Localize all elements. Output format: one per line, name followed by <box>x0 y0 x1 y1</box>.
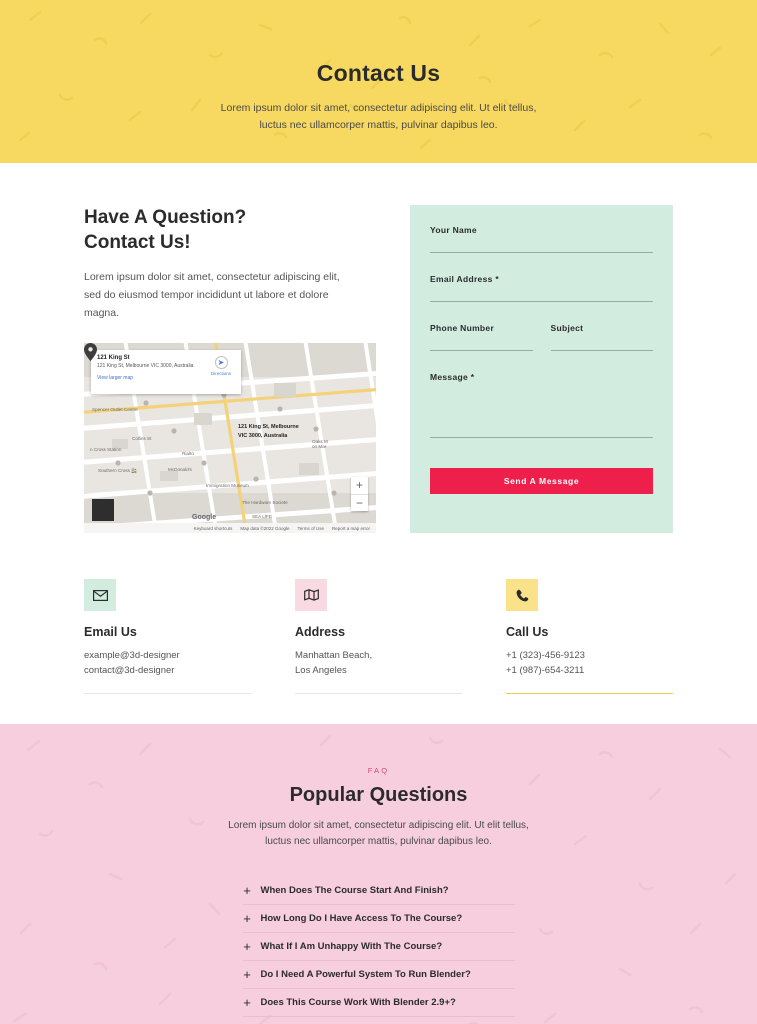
faq-item[interactable] <box>243 933 515 961</box>
info-lines-address <box>295 648 462 678</box>
label-email-address: Email Address * <box>430 274 499 284</box>
label-message: Message * <box>430 372 475 382</box>
info-line: example@3d-designer <box>84 650 180 662</box>
plus-icon[interactable]: + <box>243 910 251 926</box>
info-divider-accent <box>506 693 673 695</box>
plus-icon[interactable]: + <box>243 882 251 898</box>
label-phone-number: Phone Number <box>430 323 495 333</box>
map-terms-link[interactable]: Terms of Use <box>297 525 324 531</box>
input-underline <box>430 252 653 253</box>
label-subject: Subject <box>550 323 584 333</box>
map-pin-label: 121 King St, Melbourne VIC 3000, Australia <box>238 424 299 439</box>
faq-title: Popular Questions <box>289 784 468 807</box>
form-row-phone-subject <box>430 323 653 372</box>
map-card-address: 121 King St, Melbourne VIC 3000, Australia <box>97 363 194 370</box>
info-title-email: Email Us <box>84 625 137 640</box>
info-lines-email <box>84 648 251 678</box>
contact-body-text: Lorem ipsum dolor sit amet, consectetur adipiscing elit, sed do eiusmod tempor incididunt ut labore et dolore magna. <box>84 271 340 320</box>
map-poi-label: Collins St <box>132 436 152 442</box>
map-poi-label: The Hardware Societe <box>242 500 288 506</box>
map-poi-label: Spencer Outlet Centre <box>92 407 138 413</box>
faq-question: Does This Course Work With Blender 2.9+? <box>260 996 456 1008</box>
info-card-email <box>84 579 251 694</box>
contact-heading-line2: Contact Us! <box>84 232 191 254</box>
map-data-attribution: Map data ©2022 Google <box>240 525 290 531</box>
form-field-subject[interactable] <box>551 323 654 351</box>
faq-item[interactable] <box>243 989 515 1017</box>
street-view-thumbnail[interactable] <box>92 499 114 521</box>
input-underline <box>551 350 654 351</box>
input-underline <box>430 350 533 351</box>
phone-icon <box>506 579 538 611</box>
map-zoom-controls[interactable] <box>351 477 368 511</box>
info-line: +1 (987)-654-3211 <box>506 665 585 677</box>
info-line: Los Angeles <box>295 665 347 677</box>
map-poi-label: Southern Cross 🚉 <box>98 468 137 474</box>
map-poi-label: McDonald's <box>168 467 192 473</box>
map-icon <box>295 579 327 611</box>
contact-heading <box>84 205 376 255</box>
info-lines-call <box>506 648 673 678</box>
google-logo: Google <box>192 514 217 522</box>
info-divider <box>84 693 251 695</box>
plus-icon[interactable]: + <box>243 966 251 982</box>
form-field-your-name[interactable] <box>430 225 653 253</box>
faq-question: Do I Need A Powerful System To Run Blender? <box>260 968 471 980</box>
input-underline <box>430 437 653 438</box>
faq-accordion <box>243 877 515 1017</box>
directions-icon: ➤ <box>215 356 228 369</box>
map-card-title: 121 King St <box>97 355 130 362</box>
plus-icon[interactable]: + <box>243 994 251 1010</box>
send-message-button[interactable]: Send A Message <box>430 468 653 494</box>
map-directions-label: Directions <box>210 371 231 377</box>
contact-left-column <box>84 205 376 533</box>
faq-question: What If I Am Unhappy With The Course? <box>260 940 443 952</box>
label-your-name: Your Name <box>430 225 477 235</box>
info-divider <box>295 693 462 695</box>
map-poi-label: Oaks M on Mar <box>312 439 328 450</box>
map-zoom-out-button[interactable]: − <box>351 494 368 511</box>
faq-item[interactable] <box>243 961 515 989</box>
hero-subtitle: Lorem ipsum dolor sit amet, consectetur adipiscing elit. Ut elit tellus, luctus nec ullamcorper mattis, pulvinar dapibus leo. <box>220 102 537 131</box>
info-title-call: Call Us <box>506 625 549 640</box>
map-directions-button[interactable] <box>206 356 236 377</box>
form-field-phone-number[interactable] <box>430 323 533 351</box>
map-poi-label: Immigration Museum <box>206 483 249 489</box>
info-line: Manhattan Beach, <box>295 650 373 662</box>
map-pin-icon <box>84 343 97 361</box>
faq-question: How Long Do I Have Access To The Course? <box>260 912 463 924</box>
map-poi-label: SEA LIFE <box>252 514 272 520</box>
map-embed[interactable] <box>84 343 376 533</box>
contact-section <box>0 163 757 533</box>
info-card-call <box>506 579 673 694</box>
map-zoom-in-button[interactable]: + <box>355 478 363 493</box>
faq-item[interactable] <box>243 877 515 905</box>
contact-heading-line1: Have A Question? <box>84 207 247 228</box>
faq-subtitle: Lorem ipsum dolor sit amet, consectetur adipiscing elit. Ut elit tellus, luctus nec ullamcorper mattis, pulvinar dapibus leo. <box>228 820 529 848</box>
page-title: Contact Us <box>316 60 441 86</box>
contact-info-cards <box>0 533 757 694</box>
info-line: +1 (323)-456-9123 <box>506 650 585 662</box>
envelope-icon <box>84 579 116 611</box>
map-keyboard-shortcuts[interactable]: Keyboard shortcuts <box>193 525 233 531</box>
form-field-email-address[interactable] <box>430 274 653 302</box>
input-underline <box>430 301 653 302</box>
map-larger-link[interactable]: View larger map <box>97 374 134 381</box>
map-poi-label: n Cross Station <box>90 447 122 453</box>
plus-icon[interactable]: + <box>243 938 251 954</box>
hero-section <box>0 0 757 163</box>
faq-item[interactable] <box>243 905 515 933</box>
info-card-address <box>295 579 462 694</box>
faq-section <box>0 724 757 1024</box>
map-footer-bar <box>84 523 376 533</box>
info-title-address: Address <box>295 625 346 640</box>
map-poi-label: Rialto <box>182 451 194 457</box>
faq-question: When Does The Course Start And Finish? <box>260 884 449 896</box>
contact-form <box>410 205 673 533</box>
form-field-message[interactable] <box>430 372 653 438</box>
info-line: contact@3d-designer <box>84 665 175 677</box>
faq-eyebrow: FAQ <box>367 766 390 776</box>
map-info-card[interactable] <box>91 350 241 394</box>
map-report-link[interactable]: Report a map error <box>331 525 370 531</box>
